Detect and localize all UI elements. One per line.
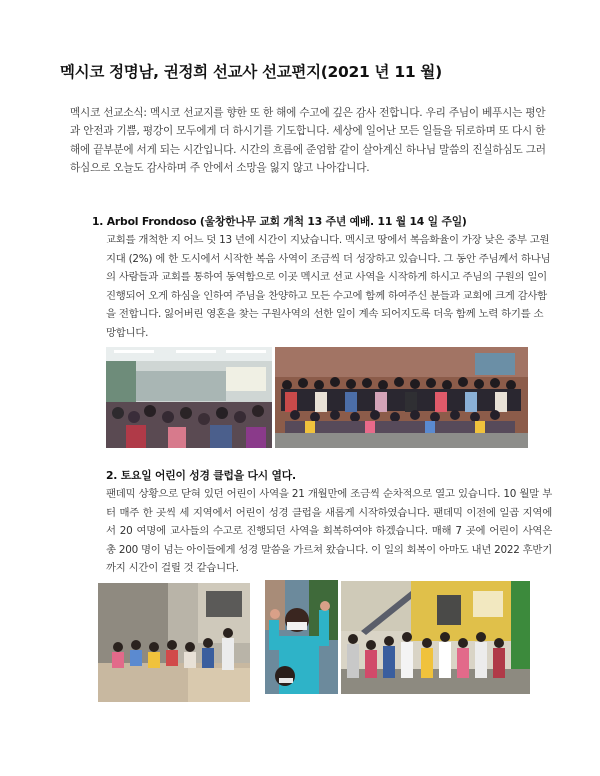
- children-sitting-photo: [98, 583, 250, 702]
- intro-paragraph: 멕시코 선교소식: 멕시코 선교지를 향한 또 한 해에 수고에 깊은 감사 전합니다. 우리 주님이 베푸시는 평안과 안전과 기쁨, 평강이 모두에게 더 하시기를 기도합니다. 세상에 일어난 모든 일들을 뒤로하며 또 다시 한 해에 끝부분에 서게 되는 시간입니다. 시간의 흐름에 준엄함 같이 살아계신 하나님 말씀의 진실하심도 그러하심으로 오늘도 감사하며 주 안에서 소망을 잃지 않고 나아갑니다.: [70, 107, 546, 174]
- letter-title: 멕시코 정명남, 권정희 선교사 선교편지(2021 년 11 월): [60, 63, 442, 81]
- section-1-body: 교회를 개척한 지 어느 덧 13 년에 시간이 지났습니다. 멕시코 땅에서 복음화율이 가장 낮은 중부 고원 지대 (2%) 에 한 도시에서 시작한 복음 사역이 조금씩 더 성장하고 있습니다. 그 동안 주님께서 하나님의 사람들과 교회를 통하여 동역함으로 이곳 멕시코 선교 사역을 시작하게 하시고 주님의 구원의 일이 진행되어 오게 하심을 인하여 주님을 찬양하고 모든 수고에 함께 하여주신 분들과 교회에 크게 감사함을 전합니다. 잃어버린 영혼을 찾는 구원사역의 선한 일이 계속 되어지도록 더욱 함께 노력 하기를 소망합니다.: [106, 234, 551, 339]
- congregation-group-photo: [275, 347, 528, 448]
- section-1-heading: 1. Arbol Frondoso (울창한나무 교회 개척 13 주년 예배. 11 월 14 일 주일): [92, 215, 467, 228]
- outdoor-teachers-photo: [341, 581, 530, 694]
- section-2-body: 팬데믹 상황으로 닫혀 있던 어린이 사역을 21 개월만에 조금씩 순차적으로 열고 있습니다. 10 월말 부터 매주 한 곳씩 세 지역에서 어린이 성경 클럽을 새롭게 시작하였습니다. 팬데믹 이전에 일곱 지역에서 20 여명에 교사들의 수고로 진행되던 사역을 회복하여야 하겠습니다. 매해 7 곳에 어린이 사역은 총 200 명이 넘는 아이들에게 성경 말씀을 가르쳐 왔습니다. 이 일의 회복이 아마도 내년 2022 후반기 까지 시간이 걸릴 것 같습니다.: [106, 488, 552, 575]
- church-service-photo: [106, 347, 272, 448]
- girl-with-mask-photo: [265, 580, 338, 694]
- section-2-heading: 2. 토요일 어린이 성경 클럽을 다시 열다.: [106, 469, 296, 482]
